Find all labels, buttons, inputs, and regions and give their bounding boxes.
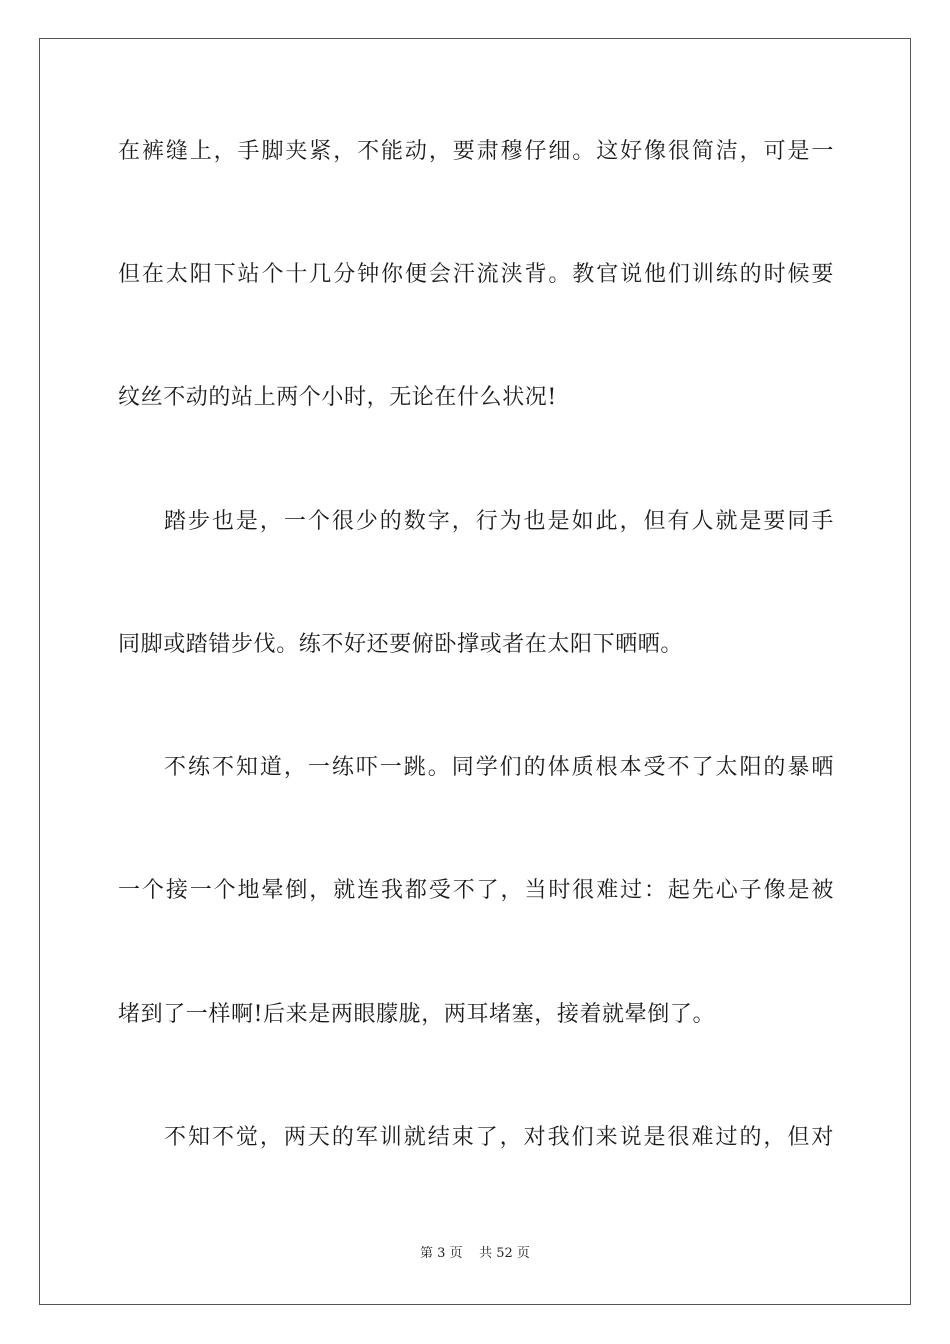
page-total: 共 52 页	[479, 1246, 530, 1261]
text-line-4: 踏步也是，一个很少的数字，行为也是如此，但有人就是要同手	[164, 509, 834, 534]
page-border	[39, 38, 911, 1305]
page-footer	[0, 1245, 950, 1263]
text-line-1: 在裤缝上，手脚夹紧，不能动，要肃穆仔细。这好像很简洁，可是一	[118, 139, 834, 164]
page-number: 第 3 页	[420, 1246, 463, 1261]
text-line-9: 不知不觉，两天的军训就结束了，对我们来说是很难过的，但对	[164, 1125, 834, 1150]
text-line-3: 纹丝不动的站上两个小时，无论在什么状况!	[118, 385, 557, 410]
text-line-7: 一个接一个地晕倒，就连我都受不了，当时很难过：起先心子像是被	[118, 878, 834, 903]
text-line-6: 不练不知道，一练吓一跳。同学们的体质根本受不了太阳的暴晒	[164, 755, 834, 780]
text-line-2: 但在太阳下站个十几分钟你便会汗流浃背。教官说他们训练的时候要	[118, 262, 834, 287]
text-line-8: 堵到了一样啊!后来是两眼朦胧，两耳堵塞，接着就晕倒了。	[118, 1002, 716, 1027]
text-line-5: 同脚或踏错步伐。练不好还要俯卧撑或者在太阳下晒晒。	[118, 632, 684, 657]
